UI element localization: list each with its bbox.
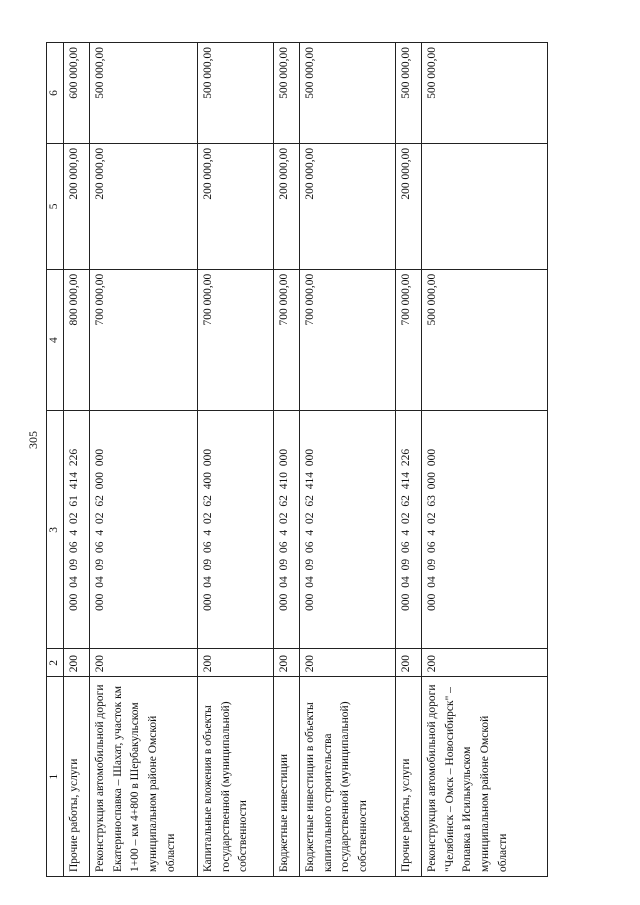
table-row — [273, 43, 299, 877]
classification-code-cell: 000 04 09 06 4 02 63 000 000 — [421, 411, 547, 649]
item-name-cell: Прочие работы, услуги — [395, 677, 421, 877]
amount-cell — [421, 143, 547, 269]
classification-code-cell: 000 04 09 06 4 02 62 414 000 — [299, 411, 395, 649]
code-cell: 200 — [421, 649, 547, 677]
item-name-cell: Реконструкция автомобильной дороги Екатериноспавка – Шахат, участок км 1+00 – км 4+800 в Шербакульском муниципальном районе Омской области — [89, 677, 197, 877]
item-name-cell: Реконструкция автомобильной дороги "Челябинск – Омск – Новосибирск" – Ропавка в Исилькульском муниципальном районе Омской области — [421, 677, 547, 877]
item-name-cell: Бюджетные инвестиции в объекты капитального строительства государственной (муниципальной) собственности — [299, 677, 395, 877]
amount-cell: 200 000,00 — [299, 143, 395, 269]
code-cell: 200 — [299, 649, 395, 677]
column-number: 3 — [47, 411, 64, 649]
column-number-row — [47, 43, 64, 877]
amount-cell: 700 000,00 — [273, 269, 299, 411]
amount-cell: 800 000,00 — [63, 269, 89, 411]
column-number: 2 — [47, 649, 64, 677]
classification-code-cell: 000 04 09 06 4 02 62 000 000 — [89, 411, 197, 649]
amount-cell: 200 000,00 — [89, 143, 197, 269]
amount-cell: 500 000,00 — [299, 43, 395, 144]
item-name-cell: Капитальные вложения в объекты государственной (муниципальной) собственности — [197, 677, 273, 877]
column-number: 6 — [47, 43, 64, 144]
amount-cell: 500 000,00 — [273, 43, 299, 144]
code-cell: 200 — [89, 649, 197, 677]
code-cell: 200 — [395, 649, 421, 677]
amount-cell: 500 000,00 — [395, 43, 421, 144]
column-number: 4 — [47, 269, 64, 411]
item-name-cell: Прочие работы, услуги — [63, 677, 89, 877]
page-number: 305 — [26, 431, 40, 449]
amount-cell: 700 000,00 — [395, 269, 421, 411]
amount-cell: 600 000,00 — [63, 43, 89, 144]
column-number: 1 — [47, 677, 64, 877]
amount-cell: 200 000,00 — [273, 143, 299, 269]
amount-cell: 200 000,00 — [395, 143, 421, 269]
item-name-cell: Бюджетные инвестиции — [273, 677, 299, 877]
table-row — [421, 43, 547, 877]
amount-cell: 700 000,00 — [89, 269, 197, 411]
table-row — [395, 43, 421, 877]
amount-cell: 700 000,00 — [299, 269, 395, 411]
classification-code-cell: 000 04 09 06 4 02 62 410 000 — [273, 411, 299, 649]
classification-code-cell: 000 04 09 06 4 02 62 414 226 — [395, 411, 421, 649]
amount-cell: 200 000,00 — [197, 143, 273, 269]
code-cell: 200 — [197, 649, 273, 677]
budget-table — [46, 42, 548, 877]
table-row — [197, 43, 273, 877]
code-cell: 200 — [273, 649, 299, 677]
table-frame — [46, 42, 632, 877]
table-row — [299, 43, 395, 877]
amount-cell: 500 000,00 — [197, 43, 273, 144]
amount-cell: 500 000,00 — [89, 43, 197, 144]
amount-cell: 200 000,00 — [63, 143, 89, 269]
classification-code-cell: 000 04 09 06 4 02 61 414 226 — [63, 411, 89, 649]
amount-cell: 500 000,00 — [421, 43, 547, 144]
classification-code-cell: 000 04 09 06 4 02 62 400 000 — [197, 411, 273, 649]
amount-cell: 700 000,00 — [197, 269, 273, 411]
column-number: 5 — [47, 143, 64, 269]
amount-cell: 500 000,00 — [421, 269, 547, 411]
table-row — [63, 43, 89, 877]
table-row — [89, 43, 197, 877]
code-cell: 200 — [63, 649, 89, 677]
